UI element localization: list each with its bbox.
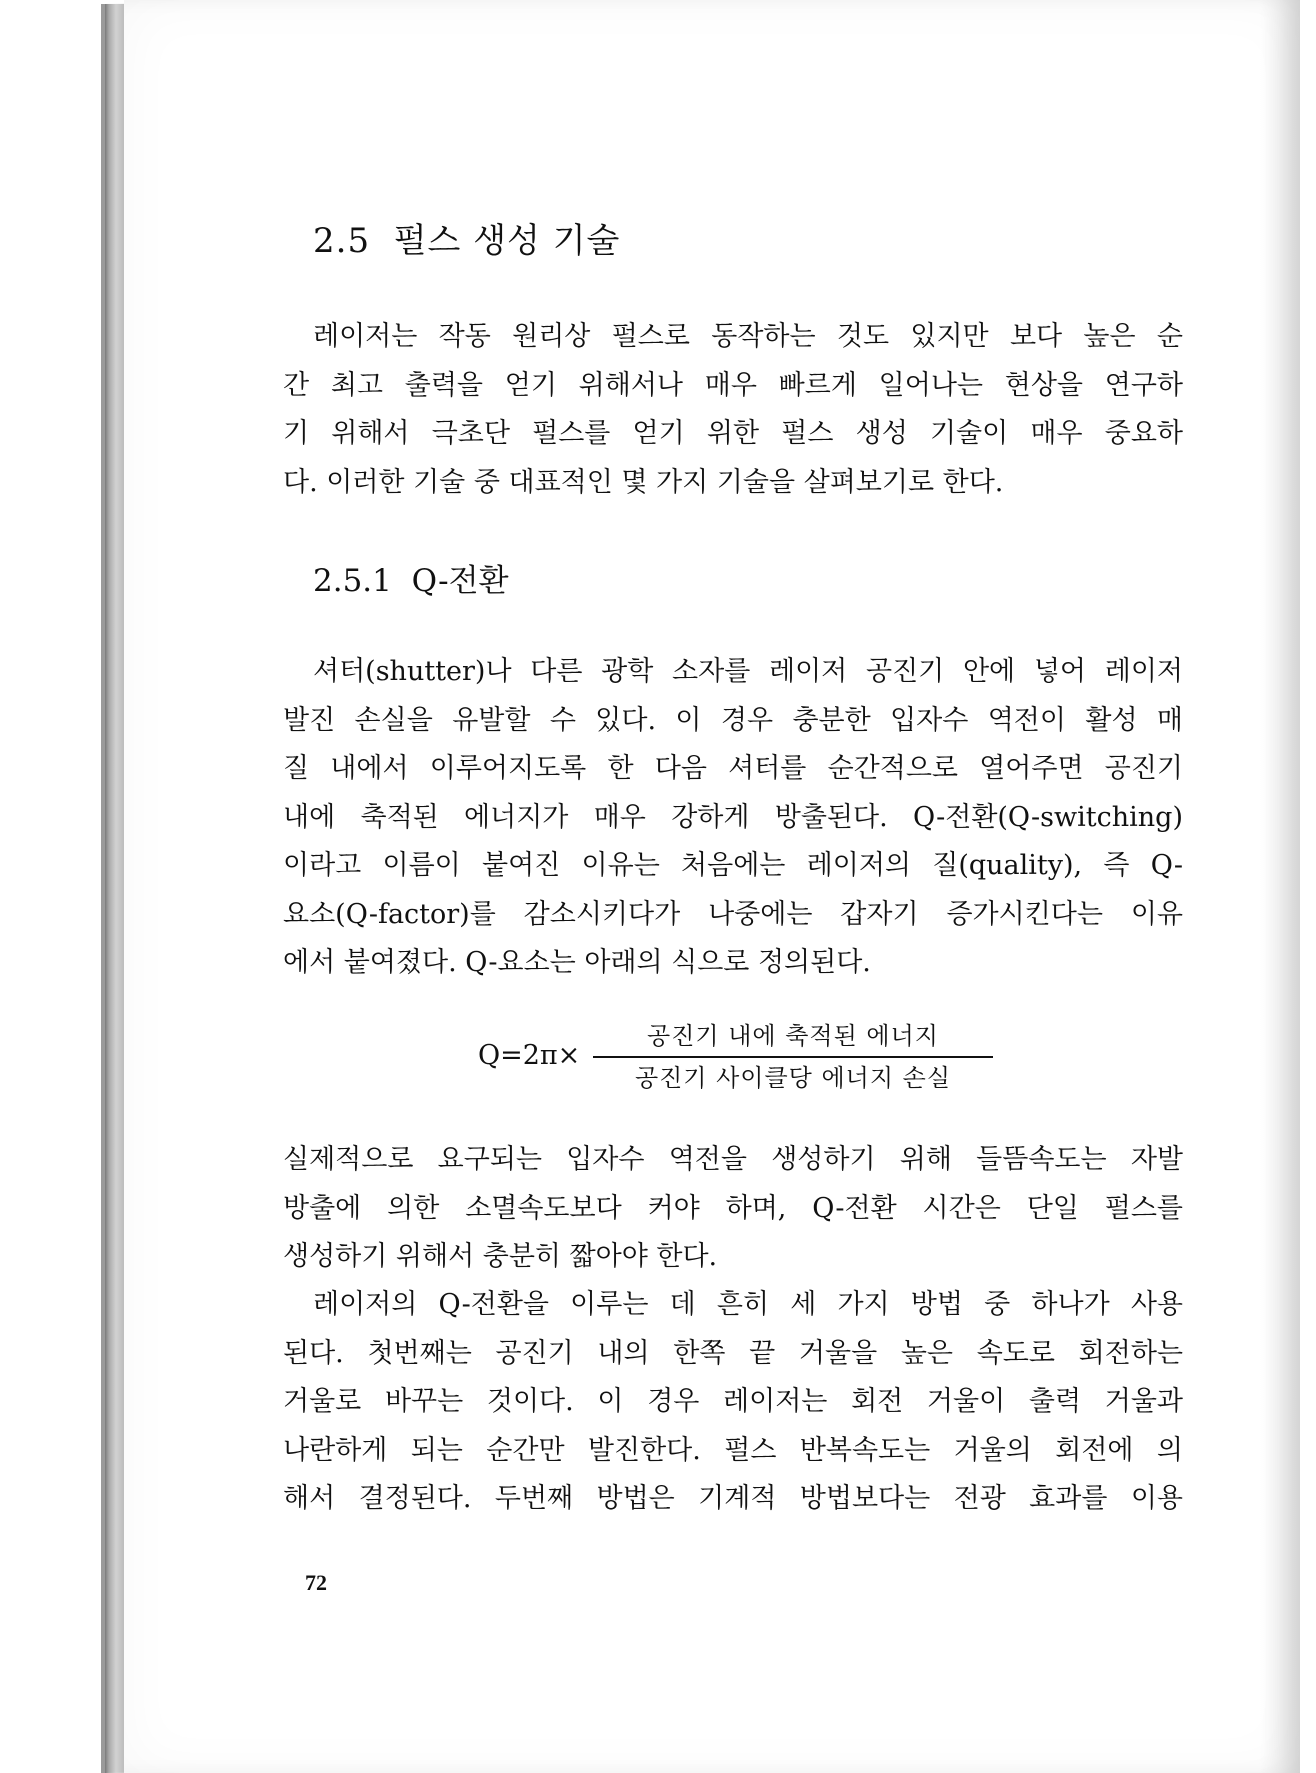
paragraph-line: 셔터(shutter)나 다른 광학 소자를 레이저 공진기 안에 넣어 레이저: [313, 656, 1183, 687]
q-switching-paragraph: [283, 648, 1183, 988]
formula-fraction: [593, 1018, 993, 1096]
formula-numerator: 공진기 내에 축적된 에너지: [647, 1022, 939, 1050]
paragraph-line: 된다. 첫번째는 공진기 내의 한쪽 끝 거울을 높은 속도로 회전하는: [283, 1337, 1183, 1369]
paragraph-line: 레이저는 작동 원리상 펄스로 동작하는 것도 있지만 보다 높은 순: [313, 321, 1183, 352]
section-number: 2.5: [313, 221, 371, 261]
page-shadow: [1260, 0, 1300, 1773]
paragraph-line: 이라고 이름이 붙여진 이유는 처음에는 레이저의 질(quality), 즉 Q-: [283, 850, 1183, 881]
section-title: 펄스 생성 기술: [393, 221, 621, 261]
paragraph-line: 레이저의 Q-전환을 이루는 데 흔히 세 가지 방법 중 하나가 사용: [313, 1289, 1183, 1320]
paragraph-line: 생성하기 위해서 충분히 짧아야 한다.: [283, 1241, 718, 1272]
fraction-bar: [593, 1056, 993, 1058]
paragraph-line: 다. 이러한 기술 중 대표적인 몇 가지 기술을 살펴보기로 한다.: [283, 466, 1004, 498]
subsection-title: Q-전환: [411, 563, 509, 599]
formula-lhs: Q=2π×: [478, 1040, 581, 1071]
paragraph-line: 기 위해서 극초단 펄스를 얻기 위한 펄스 생성 기술이 매우 중요하: [283, 418, 1183, 449]
q-factor-formula: [478, 1018, 998, 1098]
paragraph-line: 질 내에서 이루어지도록 한 다음 셔터를 순간적으로 열어주면 공진기: [283, 753, 1183, 784]
paragraph-line: 실제적으로 요구되는 입자수 역전을 생성하기 위해 들뜸속도는 자발: [283, 1144, 1183, 1175]
after-formula-paragraph: [283, 1136, 1183, 1282]
paragraph-line: 내에 축적된 에너지가 매우 강하게 방출된다. Q-전환(Q-switching): [283, 801, 1183, 833]
methods-paragraph: [283, 1281, 1183, 1524]
paragraph-line: 거울로 바꾸는 것이다. 이 경우 레이저는 회전 거울이 출력 거울과: [283, 1386, 1183, 1417]
paragraph-line: 간 최고 출력을 얻기 위해서나 매우 빠르게 일어나는 현상을 연구하: [283, 369, 1183, 401]
paragraph-line: 나란하게 되는 순간만 발진한다. 펄스 반복속도는 거울의 회전에 의: [283, 1434, 1183, 1466]
subsection-heading: [313, 555, 509, 600]
paragraph-line: 방출에 의한 소멸속도보다 커야 하며, Q-전환 시간은 단일 펄스를: [283, 1192, 1183, 1224]
book-page-edge: [104, 4, 124, 1773]
page-number: 72: [305, 1570, 327, 1595]
formula-denominator: 공진기 사이클당 에너지 손실: [634, 1064, 952, 1092]
paragraph-line: 발진 손실을 유발할 수 있다. 이 경우 충분한 입자수 역전이 활성 매: [283, 704, 1183, 736]
subsection-number: 2.5.1: [313, 563, 392, 599]
paragraph-line: 요소(Q-factor)를 감소시키다가 나중에는 갑자기 증가시킨다는 이유: [283, 898, 1183, 930]
paragraph-line: 에서 붙여졌다. Q-요소는 아래의 식으로 정의된다.: [283, 947, 871, 978]
paragraph-line: 해서 결정된다. 두번째 방법은 기계적 방법보다는 전광 효과를 이용: [283, 1483, 1183, 1514]
section-heading: [313, 213, 620, 262]
intro-paragraph: [283, 313, 1183, 507]
